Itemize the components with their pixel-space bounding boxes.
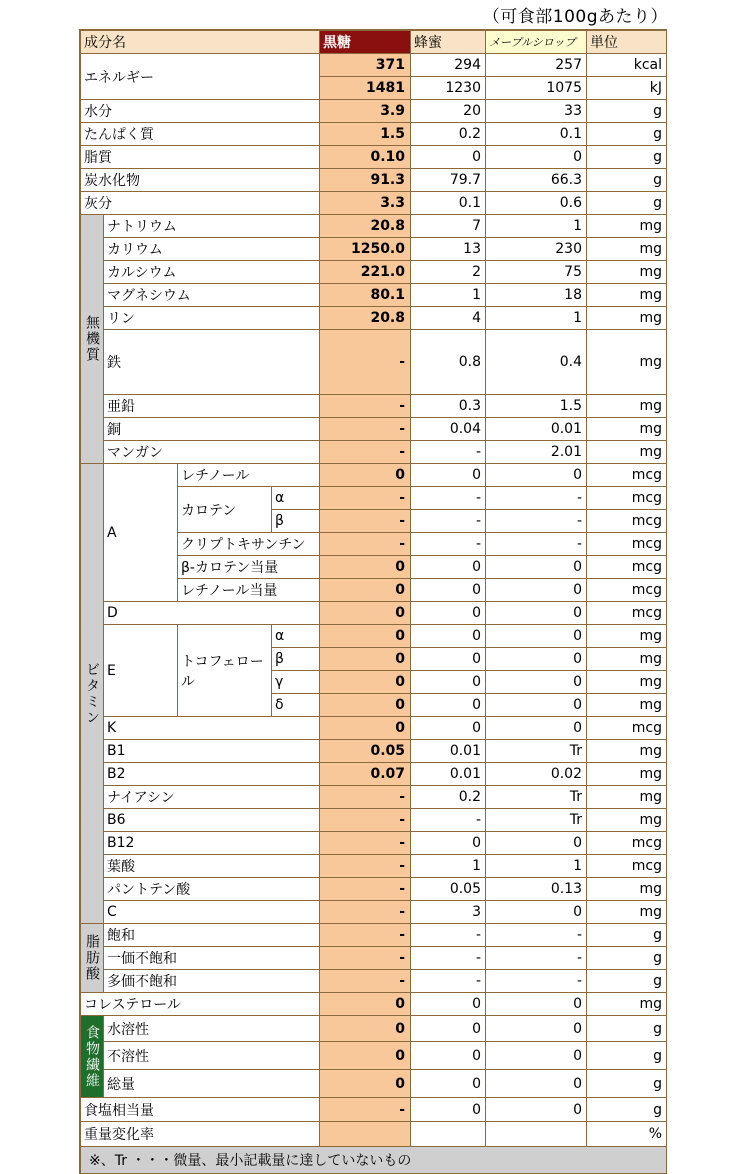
maple-value: - (486, 487, 586, 509)
honey-value: - (411, 533, 485, 555)
kokuto-value: 80.1 (320, 284, 410, 306)
maple-value: 257 (486, 54, 586, 76)
honey-value: 0 (411, 648, 485, 670)
row-label: α (272, 625, 319, 647)
row-label: ナイアシン (104, 786, 319, 808)
maple-value: - (486, 970, 586, 992)
kokuto-value: - (320, 855, 410, 877)
unit-value: mg (587, 307, 666, 329)
kokuto-value: 3.9 (320, 100, 410, 122)
kokuto-value: - (320, 878, 410, 900)
honey-value: 1 (411, 855, 485, 877)
row-label: γ (272, 671, 319, 693)
maple-value: 230 (486, 238, 586, 260)
unit-value: mg (587, 395, 666, 417)
row-label: C (104, 901, 319, 923)
honey-value: 0.2 (411, 786, 485, 808)
unit-value: g (587, 123, 666, 145)
nutrition-table (79, 29, 667, 1174)
kokuto-value: 221.0 (320, 261, 410, 283)
honey-value: - (411, 441, 485, 463)
maple-value: 0 (486, 1070, 586, 1097)
row-label: エネルギー (81, 54, 319, 99)
maple-value: 0.13 (486, 878, 586, 900)
honey-value: 0.04 (411, 418, 485, 440)
maple-value: - (486, 924, 586, 946)
honey-value: 0 (411, 993, 485, 1015)
honey-value: 0 (411, 579, 485, 601)
maple-value: 1 (486, 307, 586, 329)
maple-value: 33 (486, 100, 586, 122)
maple-value: Tr (486, 740, 586, 762)
row-label: 水溶性 (104, 1016, 319, 1041)
honey-value: - (411, 809, 485, 831)
unit-value: mg (587, 441, 666, 463)
honey-value: 0 (411, 717, 485, 739)
honey-value: 0 (411, 146, 485, 168)
honey-value: 13 (411, 238, 485, 260)
honey-value: 0 (411, 625, 485, 647)
honey-value: 0.01 (411, 740, 485, 762)
kokuto-value: 1481 (320, 77, 410, 99)
kokuto-value (320, 1122, 410, 1146)
maple-value: 0 (486, 579, 586, 601)
unit-value: mg (587, 763, 666, 785)
honey-value: 4 (411, 307, 485, 329)
row-label: B1 (104, 740, 319, 762)
header-honey: 蜂蜜 (411, 31, 485, 53)
header-unit: 単位 (587, 31, 666, 53)
row-label: クリプトキサンチン (178, 533, 319, 555)
honey-value: 0 (411, 1098, 485, 1121)
maple-value: 0 (486, 832, 586, 854)
kokuto-value: - (320, 487, 410, 509)
honey-value (411, 1122, 485, 1146)
per-100g-caption: （可食部100gあたり） (482, 7, 668, 27)
maple-value: 0 (486, 1016, 586, 1041)
maple-value: 0 (486, 625, 586, 647)
row-label: β (272, 648, 319, 670)
honey-value: - (411, 947, 485, 969)
kokuto-value: - (320, 970, 410, 992)
kokuto-value: 0.05 (320, 740, 410, 762)
subgroup-vitamin-e: E (104, 625, 177, 716)
group-minerals: 無機質 (81, 215, 103, 463)
unit-value: mcg (587, 487, 666, 509)
honey-value: 2 (411, 261, 485, 283)
row-label: K (104, 717, 319, 739)
honey-value: 7 (411, 215, 485, 237)
unit-value: mg (587, 625, 666, 647)
unit-value: g (587, 947, 666, 969)
unit-value: g (587, 1070, 666, 1097)
unit-value: g (587, 146, 666, 168)
maple-value: 1 (486, 215, 586, 237)
maple-value: 18 (486, 284, 586, 306)
maple-value: 0 (486, 694, 586, 716)
row-label: 食塩相当量 (81, 1098, 319, 1121)
unit-value: mcg (587, 602, 666, 624)
group-vitamins: ビタミン (81, 464, 103, 923)
unit-value: mg (587, 786, 666, 808)
row-label: 飽和 (104, 924, 319, 946)
maple-value: - (486, 510, 586, 532)
maple-value: 0 (486, 648, 586, 670)
honey-value: 79.7 (411, 169, 485, 191)
kokuto-value: - (320, 441, 410, 463)
honey-value: 294 (411, 54, 485, 76)
unit-value: mg (587, 671, 666, 693)
unit-value: mcg (587, 717, 666, 739)
row-label: 多価不飽和 (104, 970, 319, 992)
honey-value: 0 (411, 694, 485, 716)
kokuto-value: 0 (320, 625, 410, 647)
row-label: パントテン酸 (104, 878, 319, 900)
unit-value: mcg (587, 464, 666, 486)
unit-value: mcg (587, 832, 666, 854)
maple-value: 0 (486, 602, 586, 624)
row-label: 灰分 (81, 192, 319, 214)
subgroup-vitamin-a: A (104, 464, 177, 601)
honey-value: 0 (411, 1042, 485, 1069)
kokuto-value: 20.8 (320, 215, 410, 237)
row-label: 重量変化率 (81, 1122, 319, 1146)
maple-value: 0 (486, 993, 586, 1015)
row-label: レチノール (178, 464, 319, 486)
maple-value: 0.6 (486, 192, 586, 214)
row-label: B6 (104, 809, 319, 831)
unit-value: mg (587, 878, 666, 900)
honey-value: - (411, 924, 485, 946)
honey-value: 0.01 (411, 763, 485, 785)
maple-value: - (486, 947, 586, 969)
row-label: δ (272, 694, 319, 716)
unit-value: mg (587, 648, 666, 670)
unit-value: mg (587, 418, 666, 440)
kokuto-value: - (320, 832, 410, 854)
kokuto-value: - (320, 510, 410, 532)
honey-value: - (411, 487, 485, 509)
maple-value: 0.1 (486, 123, 586, 145)
kokuto-value: - (320, 418, 410, 440)
kokuto-value: - (320, 330, 410, 394)
maple-value: Tr (486, 809, 586, 831)
row-label: 脂質 (81, 146, 319, 168)
honey-value: 0.8 (411, 330, 485, 394)
row-label: 亜鉛 (104, 395, 319, 417)
kokuto-value: 0.10 (320, 146, 410, 168)
kokuto-value: 0 (320, 694, 410, 716)
maple-value: 1.5 (486, 395, 586, 417)
kokuto-value: - (320, 395, 410, 417)
row-label: 水分 (81, 100, 319, 122)
kokuto-value: - (320, 809, 410, 831)
kokuto-value: 0 (320, 1042, 410, 1069)
unit-value: mg (587, 694, 666, 716)
row-label: たんぱく質 (81, 123, 319, 145)
maple-value: 0 (486, 146, 586, 168)
kokuto-value: 0 (320, 993, 410, 1015)
kokuto-value: 371 (320, 54, 410, 76)
kokuto-value: - (320, 924, 410, 946)
unit-value: mg (587, 261, 666, 283)
honey-value: 0 (411, 1070, 485, 1097)
unit-value: g (587, 192, 666, 214)
row-label: レチノール当量 (178, 579, 319, 601)
unit-value: mg (587, 284, 666, 306)
row-label: 鉄 (104, 330, 319, 394)
kokuto-value: - (320, 533, 410, 555)
honey-value: 20 (411, 100, 485, 122)
unit-value: g (587, 100, 666, 122)
honey-value: 0.1 (411, 192, 485, 214)
honey-value: 0 (411, 1016, 485, 1041)
kokuto-value: - (320, 947, 410, 969)
kokuto-value: - (320, 901, 410, 923)
unit-value: % (587, 1122, 666, 1146)
honey-value: 0 (411, 832, 485, 854)
maple-value: 75 (486, 261, 586, 283)
maple-value (486, 1122, 586, 1146)
honey-value: 0.05 (411, 878, 485, 900)
row-label: 不溶性 (104, 1042, 319, 1069)
unit-value: mg (587, 993, 666, 1015)
group-dietary-fiber: 食物繊維 (81, 1016, 103, 1097)
row-label: マンガン (104, 441, 319, 463)
row-label: コレステロール (81, 993, 319, 1015)
row-label: リン (104, 307, 319, 329)
kokuto-value: 0 (320, 464, 410, 486)
row-label: カリウム (104, 238, 319, 260)
row-label: β-カロテン当量 (178, 556, 319, 578)
kokuto-value: 1250.0 (320, 238, 410, 260)
kokuto-value: - (320, 786, 410, 808)
honey-value: - (411, 970, 485, 992)
footnote: ※、Tr ・・・微量、最小記載量に達していないもの (81, 1147, 666, 1173)
honey-value: 1 (411, 284, 485, 306)
unit-value: mcg (587, 579, 666, 601)
unit-value: g (587, 924, 666, 946)
unit-value: mg (587, 740, 666, 762)
unit-value: mcg (587, 556, 666, 578)
kokuto-value: 0 (320, 648, 410, 670)
maple-value: 1075 (486, 77, 586, 99)
unit-value: g (587, 970, 666, 992)
maple-value: 0 (486, 717, 586, 739)
kokuto-value: 0 (320, 1016, 410, 1041)
honey-value: 0 (411, 464, 485, 486)
maple-value: 0 (486, 1042, 586, 1069)
maple-value: 0 (486, 671, 586, 693)
row-label: 銅 (104, 418, 319, 440)
subgroup-carotene: カロテン (178, 487, 271, 532)
maple-value: 66.3 (486, 169, 586, 191)
honey-value: 3 (411, 901, 485, 923)
kokuto-value: - (320, 1098, 410, 1121)
unit-value: mg (587, 215, 666, 237)
row-label: 炭水化物 (81, 169, 319, 191)
maple-value: 0 (486, 464, 586, 486)
maple-value: 0 (486, 556, 586, 578)
unit-value: mg (587, 330, 666, 394)
unit-value: g (587, 1042, 666, 1069)
maple-value: 2.01 (486, 441, 586, 463)
unit-value: mg (587, 238, 666, 260)
header-kokuto: 黒糖 (320, 31, 410, 53)
row-label: β (272, 510, 319, 532)
kokuto-value: 0 (320, 671, 410, 693)
row-label: 葉酸 (104, 855, 319, 877)
group-fatty-acids: 脂肪酸 (81, 924, 103, 992)
row-label: α (272, 487, 319, 509)
kokuto-value: 0 (320, 1070, 410, 1097)
row-label: ナトリウム (104, 215, 319, 237)
maple-value: 0 (486, 901, 586, 923)
honey-value: 0 (411, 671, 485, 693)
maple-value: 0.4 (486, 330, 586, 394)
maple-value: Tr (486, 786, 586, 808)
maple-value: 1 (486, 855, 586, 877)
subgroup-tocopherol: トコフェロール (178, 625, 271, 716)
kokuto-value: 0 (320, 717, 410, 739)
maple-value: 0.01 (486, 418, 586, 440)
honey-value: 0.2 (411, 123, 485, 145)
kokuto-value: 20.8 (320, 307, 410, 329)
honey-value: 0 (411, 602, 485, 624)
unit-value: mcg (587, 855, 666, 877)
kokuto-value: 91.3 (320, 169, 410, 191)
header-component: 成分名 (81, 31, 319, 53)
unit-value: g (587, 169, 666, 191)
unit-value: g (587, 1098, 666, 1121)
unit-value: mg (587, 809, 666, 831)
honey-value: - (411, 510, 485, 532)
row-label: 総量 (104, 1070, 319, 1097)
kokuto-value: 0 (320, 602, 410, 624)
maple-value: 0 (486, 1098, 586, 1121)
kokuto-value: 0.07 (320, 763, 410, 785)
honey-value: 1230 (411, 77, 485, 99)
maple-value: 0.02 (486, 763, 586, 785)
row-label: マグネシウム (104, 284, 319, 306)
header-maple-syrup: メープルシロップ (486, 31, 586, 53)
row-label: カルシウム (104, 261, 319, 283)
row-label: B2 (104, 763, 319, 785)
kokuto-value: 3.3 (320, 192, 410, 214)
row-label: 一価不飽和 (104, 947, 319, 969)
row-label: B12 (104, 832, 319, 854)
honey-value: 0.3 (411, 395, 485, 417)
unit-value: kcal (587, 54, 666, 76)
honey-value: 0 (411, 556, 485, 578)
kokuto-value: 0 (320, 579, 410, 601)
unit-value: mg (587, 901, 666, 923)
maple-value: - (486, 533, 586, 555)
unit-value: g (587, 1016, 666, 1041)
row-label: D (104, 602, 319, 624)
unit-value: mcg (587, 533, 666, 555)
kokuto-value: 1.5 (320, 123, 410, 145)
unit-value: mcg (587, 510, 666, 532)
unit-value: kJ (587, 77, 666, 99)
kokuto-value: 0 (320, 556, 410, 578)
